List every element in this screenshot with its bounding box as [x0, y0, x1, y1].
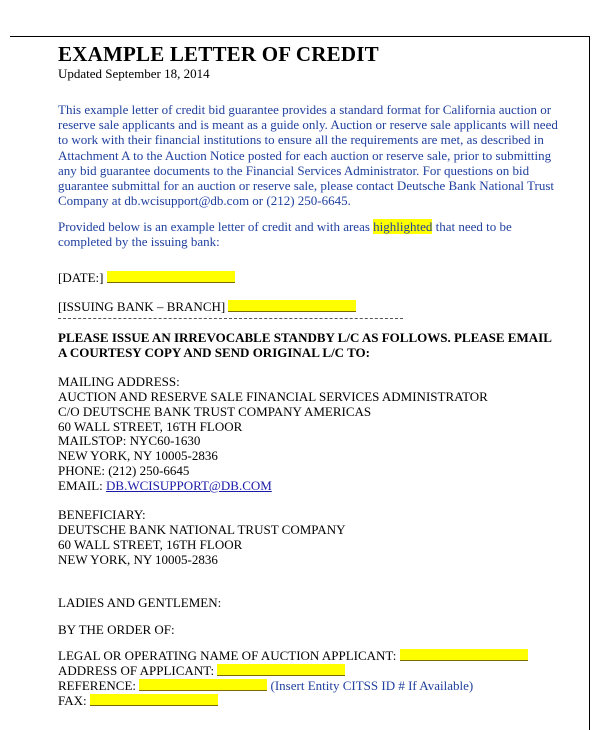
instruction-line-1: PLEASE ISSUE AN IRREVOCABLE STANDBY L/C AS FOLLOWS. PLEASE EMAIL	[58, 330, 552, 345]
highlighted-word: highlighted	[373, 219, 433, 234]
reference-note: (Insert Entity CITSS ID # If Available)	[267, 678, 474, 693]
document-title: EXAMPLE LETTER OF CREDIT	[58, 42, 379, 66]
mailing-line-4: MAILSTOP: NYC60-1630	[58, 433, 201, 448]
reference-blank-field[interactable]	[139, 679, 267, 691]
mailing-phone: PHONE: (212) 250-6645	[58, 463, 190, 478]
mailing-line-5: NEW YORK, NY 10005-2836	[58, 448, 218, 463]
email-link[interactable]: DB.WCISUPPORT@DB.COM	[106, 478, 272, 493]
email-label: EMAIL:	[58, 478, 107, 493]
instructions-paragraph	[58, 219, 558, 249]
order-of: BY THE ORDER OF:	[58, 622, 175, 637]
reference-row	[58, 678, 473, 694]
issuing-bank-label: [ISSUING BANK – BRANCH]	[58, 299, 226, 314]
instructions-text-after: that need to be completed by the issuing bank:	[58, 219, 512, 250]
applicant-name-label: LEGAL OR OPERATING NAME OF AUCTION APPLICANT:	[58, 648, 400, 663]
beneficiary-line-2: 60 WALL STREET, 16TH FLOOR	[58, 537, 243, 552]
instructions-text-before: Provided below is an example letter of credit and with areas	[58, 219, 374, 234]
applicant-address-label: ADDRESS OF APPLICANT:	[58, 663, 218, 678]
applicant-address-row	[58, 663, 345, 679]
beneficiary-line-3: NEW YORK, NY 10005-2836	[58, 552, 218, 567]
fax-label: FAX:	[58, 693, 90, 708]
beneficiary-line-1: DEUTSCHE BANK NATIONAL TRUST COMPANY	[58, 522, 346, 537]
reference-label: REFERENCE:	[58, 678, 140, 693]
salutation: LADIES AND GENTLEMEN:	[58, 595, 222, 610]
mailing-email-row	[58, 478, 272, 494]
date-blank-field[interactable]	[107, 271, 235, 283]
bank-field-row	[58, 299, 356, 315]
applicant-name-blank-field[interactable]	[400, 649, 528, 661]
dashed-separator	[58, 318, 403, 319]
top-rule	[10, 36, 590, 37]
applicant-address-blank-field[interactable]	[217, 664, 345, 676]
updated-date: Updated September 18, 2014	[58, 66, 210, 81]
issuing-bank-blank-field[interactable]	[228, 300, 356, 312]
applicant-name-row	[58, 648, 528, 664]
fax-row	[58, 693, 218, 709]
mailing-line-2: C/O DEUTSCHE BANK TRUST COMPANY AMERICAS	[58, 404, 372, 419]
mailing-heading: MAILING ADDRESS:	[58, 374, 180, 389]
instruction-line-2: A COURTESY COPY AND SEND ORIGINAL L/C TO:	[58, 345, 370, 360]
right-margin-rule	[589, 36, 590, 730]
beneficiary-heading: BENEFICIARY:	[58, 507, 146, 522]
date-label: [DATE:]	[58, 270, 104, 285]
fax-blank-field[interactable]	[90, 694, 218, 706]
mailing-line-3: 60 WALL STREET, 16TH FLOOR	[58, 419, 243, 434]
date-field-row	[58, 270, 235, 286]
intro-paragraph: This example letter of credit bid guarantee provides a standard format for California auction or reserve sale applicants and is meant as a guide only. Auction or reserve sale applicants will need to work with their financial institutions to ensure all the requirements are met, as described in Attachment A to the Auction Notice posted for each auction or reserve sale, prior to submitting any bid guarantee documents to the Financial Services Administrator. For questions on bid guarantee submittal for an auction or reserve sale, please contact Deutsche Bank National Trust Company at db.wcisupport@db.com or (212) 250-6645.	[58, 102, 558, 209]
mailing-line-1: AUCTION AND RESERVE SALE FINANCIAL SERVICES ADMINISTRATOR	[58, 389, 488, 404]
